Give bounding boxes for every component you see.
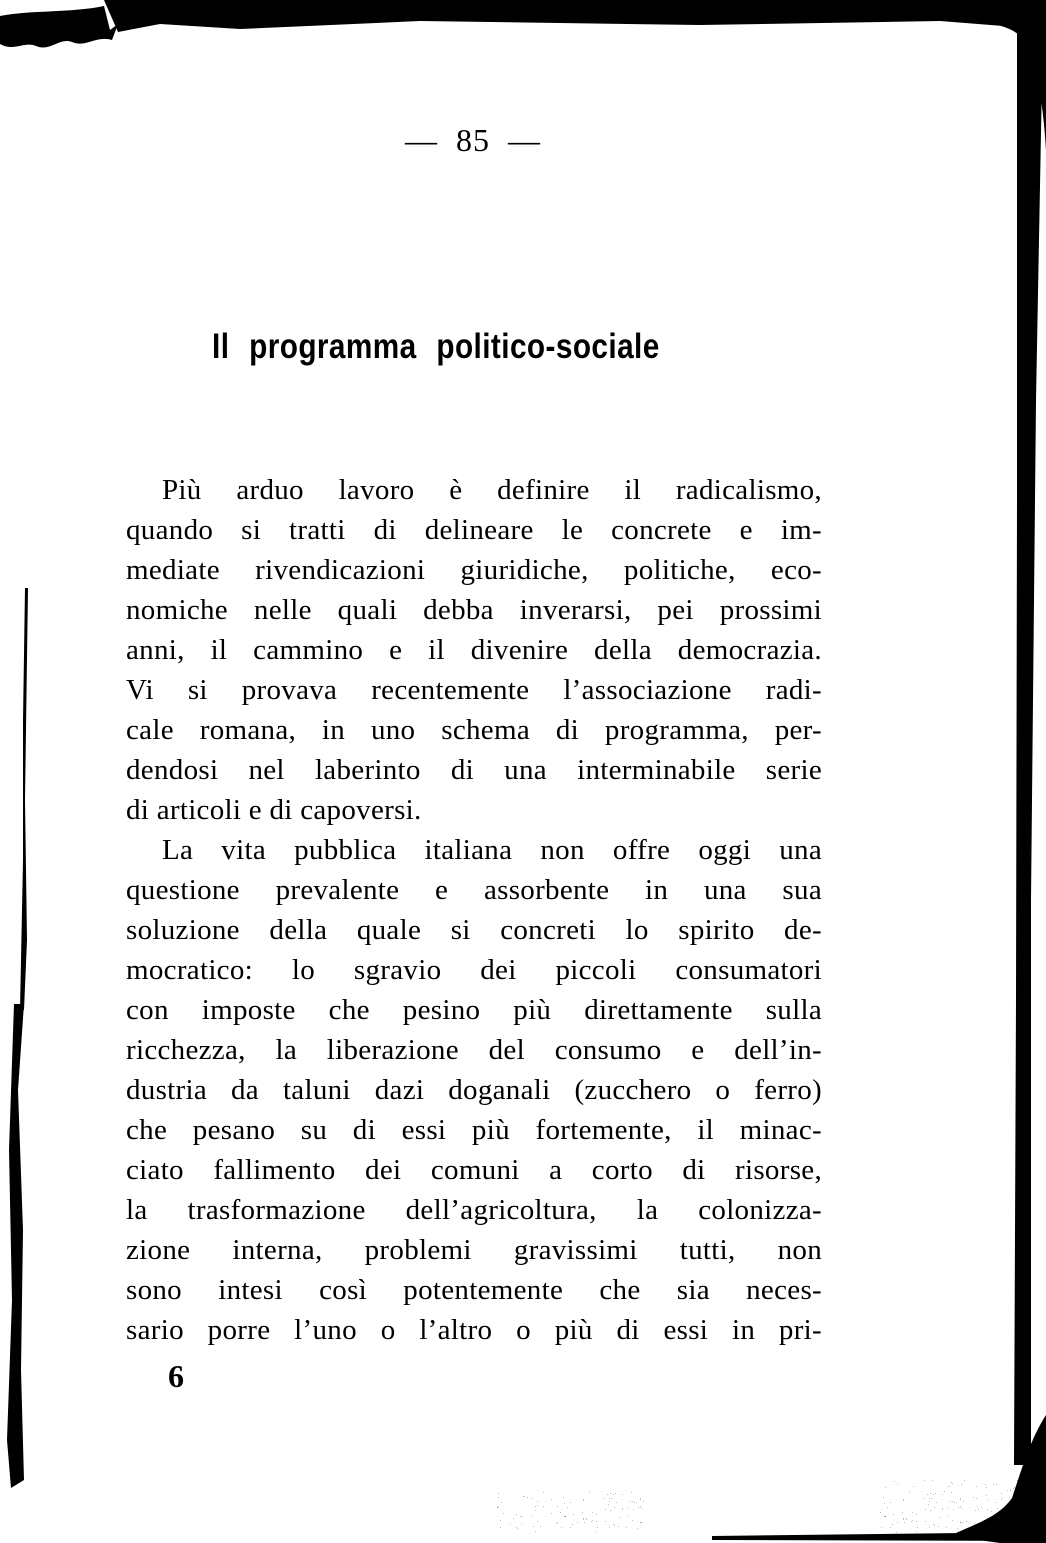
text-line: che pesano su di essi più fortemente, il minac- xyxy=(126,1114,822,1146)
noise-under-top-band xyxy=(100,27,1030,55)
text-line: ciato fallimento dei comuni a corto di risorse, xyxy=(126,1154,822,1186)
noise-bottom-left-cluster xyxy=(495,1492,645,1532)
text-line: Più arduo lavoro è definire il radicalismo, xyxy=(162,474,822,506)
text-line: sono intesi così potentemente che sia neces- xyxy=(126,1274,822,1306)
text-line: con imposte che pesino più direttamente sulla xyxy=(126,994,822,1026)
text-line: mediate rivendicazioni giuridiche, politiche, eco- xyxy=(126,554,822,586)
text-line: nomiche nelle quali debba inverarsi, pei prossimi xyxy=(126,594,822,626)
text-line: anni, il cammino e il divenire della democrazia. xyxy=(126,634,822,666)
text-line: ricchezza, la liberazione del consumo e dell’in- xyxy=(126,1034,822,1066)
text-line: quando si tratti di delineare le concrete e im- xyxy=(126,514,822,546)
text-line: cale romana, in uno schema di programma, per- xyxy=(126,714,822,746)
right-scan-edge xyxy=(1014,22,1043,1465)
text-line: questione prevalente e assorbente in una sua xyxy=(126,874,822,906)
text-line: dendosi nel laberinto di una interminabile serie xyxy=(126,754,822,786)
text-line: sario porre l’uno o l’altro o più di essi in pri- xyxy=(126,1314,822,1346)
text-line: zione interna, problemi gravissimi tutti, non xyxy=(126,1234,822,1266)
gutter-shadow-upper xyxy=(20,588,28,1010)
text-line: Vi si provava recentemente l’associazione radi- xyxy=(126,674,822,706)
text-line: mocratico: lo sgravio dei piccoli consumatori xyxy=(126,954,822,986)
text-line: soluzione della quale si concreti lo spirito de- xyxy=(126,914,822,946)
text-line: di articoli e di capoversi. xyxy=(126,794,422,826)
noise-bottom-right-cluster xyxy=(880,1480,1046,1540)
signature-mark: 6 xyxy=(168,1358,184,1394)
gutter-shadow-lower xyxy=(7,1004,24,1488)
text-line: la trasformazione dell’agricoltura, la colonizza- xyxy=(126,1194,822,1226)
text-line: La vita pubblica italiana non offre oggi una xyxy=(162,834,822,866)
chapter-title: Il programma politico-sociale xyxy=(212,327,660,366)
text-line: dustria da taluni dazi doganali (zucchero o ferro) xyxy=(126,1074,822,1106)
body-text xyxy=(126,470,822,1350)
page-number: — 85 — xyxy=(405,122,541,158)
